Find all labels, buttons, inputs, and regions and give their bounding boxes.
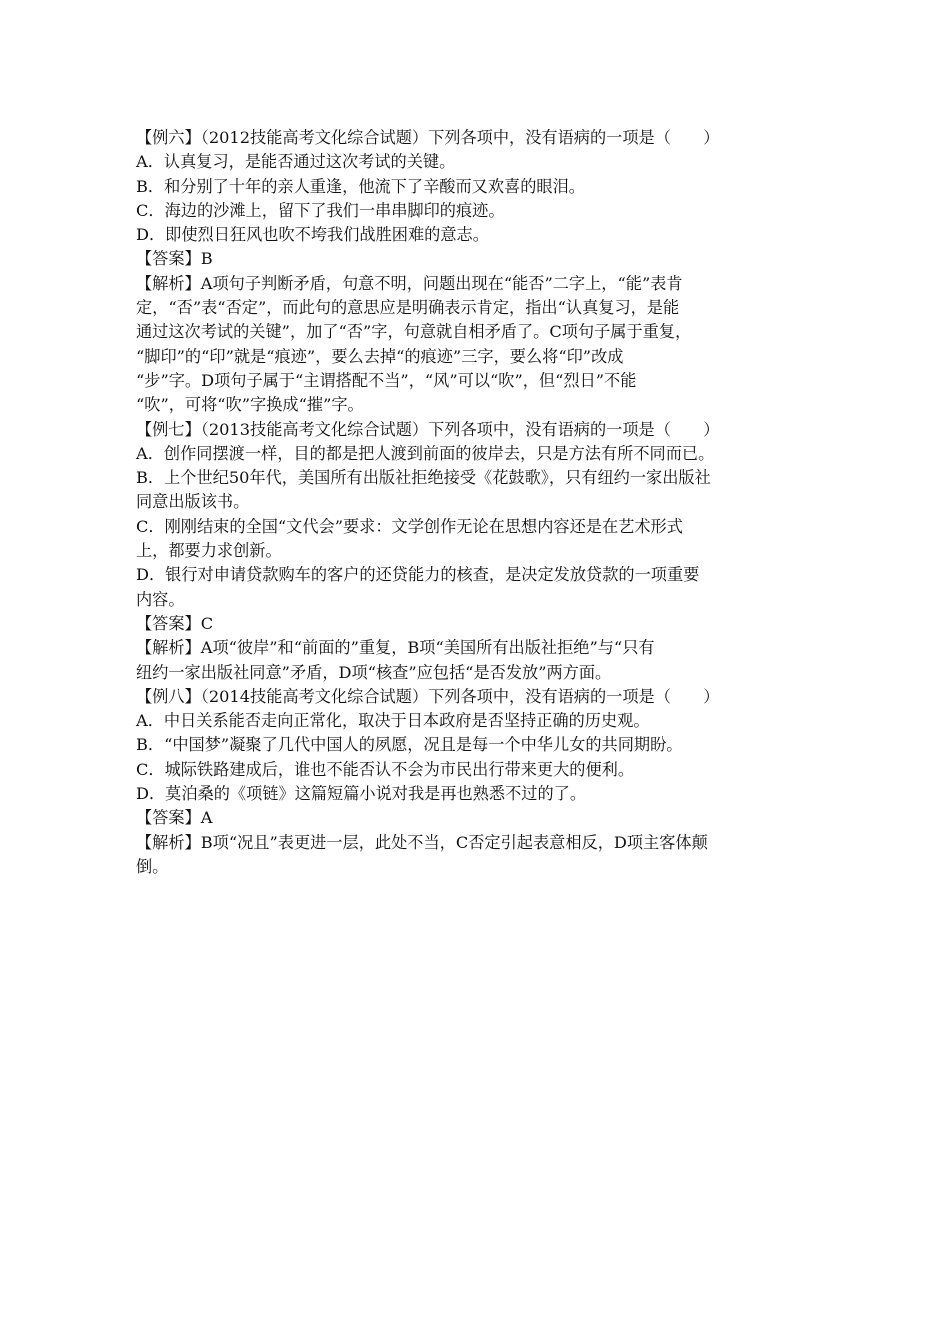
- example-7-option-c-cont: 上，都要力求创新。: [136, 541, 282, 561]
- example-6-option-b: B．和分别了十年的亲人重逢，他流下了辛酸而又欢喜的眼泪。: [136, 176, 585, 196]
- example-8-option-c: C．城际铁路建成后，谁也不能否认不会为市民出行带来更大的便利。: [136, 759, 635, 779]
- example-7-option-b-cont: 同意出版该书。: [136, 492, 250, 512]
- example-6-option-a: A．认真复习，是能否通过这次考试的关键。: [136, 152, 456, 172]
- example-6-analysis-line: 通过这次考试的关键”，加了“否”字，句意就自相矛盾了。C项句子属于重复，: [136, 322, 692, 342]
- example-6-analysis-line: “脚印”的“印”就是“痕迹”，要么去掉“的痕迹”三字，要么将“印”改成: [136, 346, 624, 366]
- example-7-option-c: C．刚刚结束的全国“文代会”要求：文学创作无论在思想内容还是在艺术形式: [136, 516, 683, 536]
- example-7-option-b: B．上个世纪50年代，美国所有出版社拒绝接受《花鼓歌》，只有纽约一家出版社: [136, 468, 711, 488]
- example-6-analysis-line: 定，“否”表“否定”，而此句的意思应是明确表示肯定，指出“认真复习，是能: [136, 298, 680, 318]
- example-6-answer: 【答案】B: [136, 249, 213, 269]
- example-7-option-d: D．银行对申请贷款购车的客户的还贷能力的核查，是决定发放贷款的一项重要: [136, 565, 700, 585]
- example-8-option-b: B．“中国梦”凝聚了几代中国人的夙愿，况且是每一个中华儿女的共同期盼。: [136, 735, 683, 755]
- example-8-answer: 【答案】A: [136, 808, 213, 828]
- example-6-analysis-line: “吹”，可将“吹”字换成“摧”字。: [136, 395, 364, 415]
- example-7-question: 【例七】（2013技能高考文化综合试题）下列各项中，没有语病的一项是（ ）: [136, 419, 720, 439]
- example-6-question: 【例六】（2012技能高考文化综合试题）下列各项中，没有语病的一项是（ ）: [136, 128, 720, 147]
- example-8-analysis-line: 【解析】B项“况且”表更进一层，此处不当，C否定引起表意相反，D项主客体颠: [136, 832, 708, 852]
- example-8-question: 【例八】（2014技能高考文化综合试题）下列各项中，没有语病的一项是（ ）: [136, 686, 720, 706]
- example-7-analysis-line: 【解析】A项“彼岸”和“前面的”重复，B项“美国所有出版社拒绝”与“只有: [136, 638, 655, 658]
- example-6-option-c: C．海边的沙滩上，留下了我们一串串脚印的痕迹。: [136, 200, 505, 220]
- example-8-option-d: D．莫泊桑的《项链》这篇短篇小说对我是再也熟悉不过的了。: [136, 784, 587, 804]
- example-7-answer: 【答案】C: [136, 613, 214, 633]
- example-7-analysis-line: 纽约一家出版社同意”矛盾，D项“核查”应包括“是否发放”两方面。: [136, 662, 612, 682]
- example-8-analysis-line: 倒。: [136, 856, 169, 876]
- example-6-option-d: D．即使烈日狂风也吹不垮我们战胜困难的意志。: [136, 225, 489, 245]
- example-6-analysis-line: “步”字。D项句子属于“主谓搭配不当”，“风”可以“吹”，但“烈日”不能: [136, 370, 637, 390]
- example-7-option-d-cont: 内容。: [136, 589, 185, 609]
- example-8-option-a: A．中日关系能否走向正常化，取决于日本政府是否坚持正确的历史观。: [136, 711, 650, 731]
- document-body: [136, 126, 816, 879]
- example-7-option-a: A．创作同摆渡一样，目的都是把人渡到前面的彼岸去，只是方法有所不同而已。: [136, 443, 715, 463]
- example-6-analysis-line: 【解析】A项句子判断矛盾，句意不明，问题出现在“能否”二字上，“能”表肯: [136, 273, 683, 293]
